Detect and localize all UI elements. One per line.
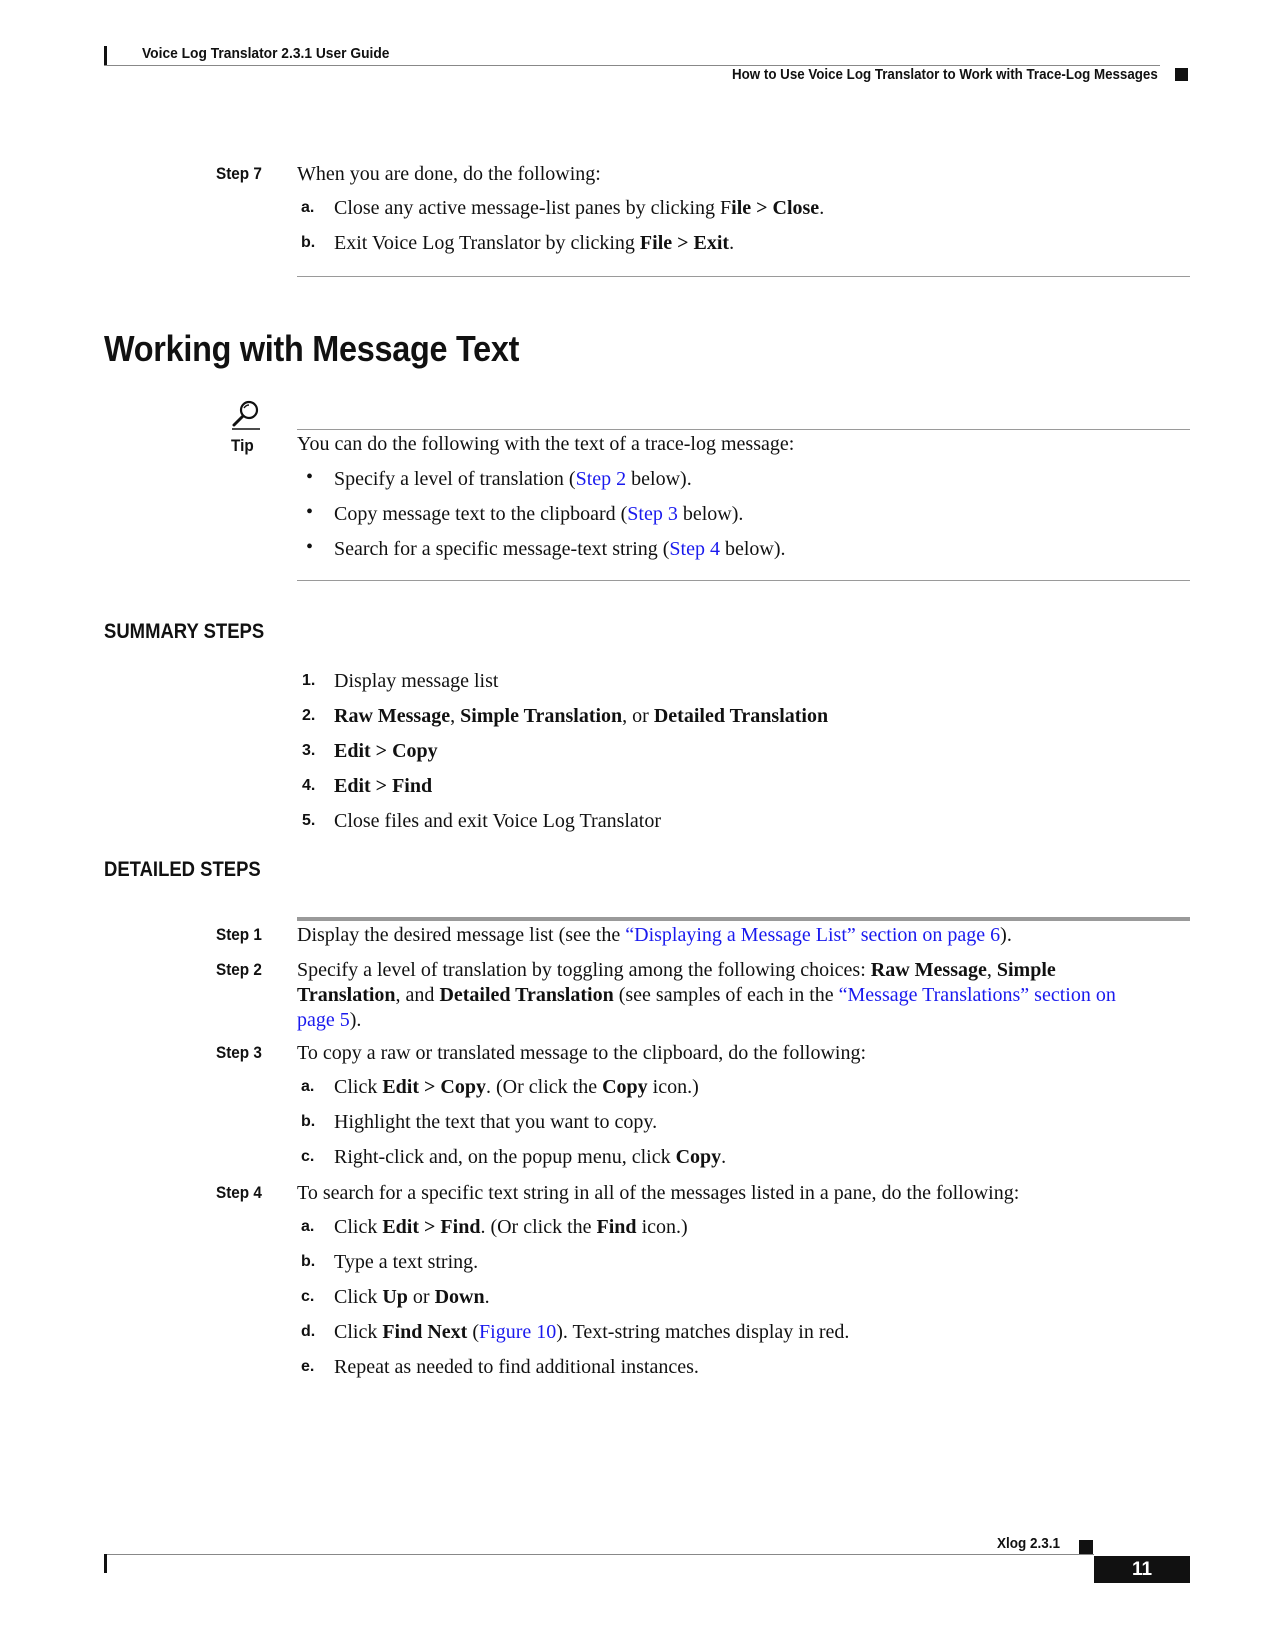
header-bar [104,46,107,65]
tip-bullet: Search for a specific message-text string (Step 4 below). [334,538,786,560]
footer-square [1079,1540,1093,1554]
step-4-text: To search for a specific text string in all of the messages listed in a pane, do the following: [297,1182,1020,1204]
step-4c-text: Click Up or Down. [334,1286,490,1308]
step-1-text: Display the desired message list (see the “Displaying a Message List” section on page 6). [297,924,1012,946]
footer-bar [104,1554,107,1573]
message-translations-link[interactable]: “Message Translations” section on [838,984,1116,1006]
tip-bottom-rule [297,580,1190,581]
section-heading: Working with Message Text [104,328,520,369]
header-square [1175,68,1188,81]
bullet-icon: • [306,501,314,523]
step-4a-text: Click Edit > Find. (Or click the Find icon.) [334,1216,688,1238]
step-2-link[interactable]: Step 2 [575,468,627,490]
footer-rule [104,1554,1094,1555]
tip-bullet: Specify a level of translation (Step 2 below). [334,468,692,490]
detailed-steps-heading: DETAILED STEPS [104,858,261,881]
step-4d-text: Click Find Next (Figure 10). Text-string matches display in red. [334,1321,850,1343]
step-7-rule [297,276,1190,277]
summary-item: Edit > Copy [334,740,438,762]
step-4b-label: b. [301,1253,316,1270]
summary-steps-heading: SUMMARY STEPS [104,620,265,643]
summary-item: Close files and exit Voice Log Translator [334,810,662,832]
section-title: How to Use Voice Log Translator to Work with Trace-Log Messages [732,67,1158,83]
step-4b-text: Type a text string. [334,1251,479,1273]
summary-item-label: 5. [302,812,316,829]
tip-bullet: Copy message text to the clipboard (Step 3 below). [334,503,744,525]
step-4e-label: e. [301,1358,315,1375]
step-7a-label: a. [301,199,315,216]
page-number: 11 [1094,1556,1190,1583]
summary-item-label: 2. [302,707,316,724]
step-3c-text: Right-click and, on the popup menu, click Copy. [334,1146,727,1168]
summary-item: Edit > Find [334,775,433,797]
step-3a-label: a. [301,1078,315,1095]
step-4-link[interactable]: Step 4 [669,538,720,560]
step-2-text-line-1: Specify a level of translation by toggling among the following choices: Raw Message, Simple [297,959,1056,981]
footer-version: Xlog 2.3.1 [997,1535,1061,1552]
summary-item-label: 3. [302,742,316,759]
document-title: Voice Log Translator 2.3.1 User Guide [142,45,390,62]
figure-10-link[interactable]: Figure 10 [479,1321,557,1343]
step-7a-text: Close any active message-list panes by clicking File > Close. [334,197,825,219]
step-3-label: Step 3 [216,1043,262,1062]
step-4c-label: c. [301,1288,315,1305]
step-4d-label: d. [301,1323,316,1340]
step-3b-label: b. [301,1113,316,1130]
summary-item: Display message list [334,670,499,692]
tip-label: Tip [231,436,254,455]
header-rule [104,65,1160,66]
displaying-message-list-link[interactable]: “Displaying a Message List” section on page 6 [625,924,1001,946]
step-7b-label: b. [301,234,316,251]
step-3b-text: Highlight the text that you want to copy. [334,1111,658,1133]
bullet-icon: • [306,536,314,558]
bullet-icon: • [306,466,314,488]
magnifier-icon [230,398,262,430]
step-4a-label: a. [301,1218,315,1235]
step-3-text: To copy a raw or translated message to the clipboard, do the following: [297,1042,866,1064]
tip-intro: You can do the following with the text of a trace-log message: [297,433,795,455]
step-7-text: When you are done, do the following: [297,163,601,185]
step-2-label: Step 2 [216,960,262,979]
step-3c-label: c. [301,1148,315,1165]
step-2-text-line-2: Translation, and Detailed Translation (see samples of each in the “Message Translations” section on [297,984,1116,1006]
tip-top-rule [297,429,1190,430]
detailed-steps-rule [297,917,1190,921]
message-translations-link-page[interactable]: page 5 [297,1009,350,1031]
summary-item-label: 1. [302,672,316,689]
step-1-label: Step 1 [216,925,262,944]
step-7-label: Step 7 [216,164,262,183]
step-3-link[interactable]: Step 3 [627,503,678,525]
step-2-text-line-3: page 5). [297,1009,362,1031]
summary-item: Raw Message, Simple Translation, or Detailed Translation [334,705,829,727]
step-4e-text: Repeat as needed to find additional instances. [334,1356,699,1378]
step-4-label: Step 4 [216,1183,262,1202]
summary-item-label: 4. [302,777,316,794]
step-3a-text: Click Edit > Copy. (Or click the Copy icon.) [334,1076,699,1098]
step-7b-text: Exit Voice Log Translator by clicking File > Exit. [334,232,735,254]
